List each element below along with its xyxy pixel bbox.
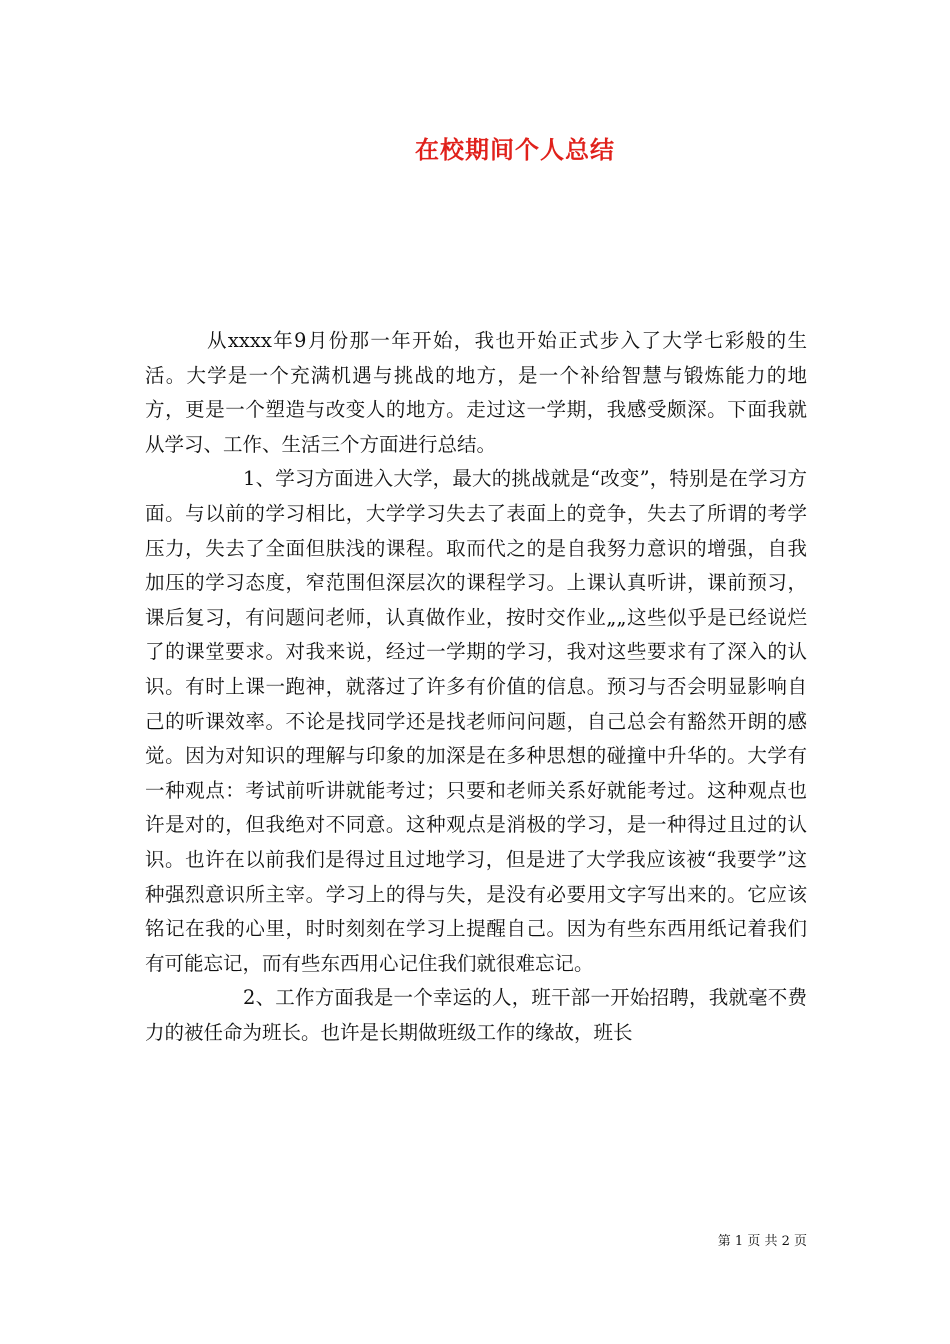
paragraph-work: 2、工作方面我是一个幸运的人，班干部一开始招聘，我就毫不费力的被任命为班长。也许是长期做班级工作的缘故，班长 [145,986,807,1044]
page-number-footer: 第 1 页 共 2 页 [717,1234,807,1249]
document-body [145,324,807,1050]
paragraph-intro: 从xxxx年9月份那一年开始，我也开始正式步入了大学七彩般的生活。大学是一个充满机遇与挑战的地方，是一个补给智慧与锻炼能力的地方，更是一个塑造与改变人的地方。走过这一学期，我感受颇深。下面我就从学习、工作、生活三个方面进行总结。 [145,329,807,456]
paragraph-study: 1、学习方面进入大学，最大的挑战就是“改变”，特别是在学习方面。与以前的学习相比，大学学习失去了表面上的竞争，失去了所谓的考学压力，失去了全面但肤浅的课程。取而代之的是自我努力意识的增强，自我加压的学习态度，窄范围但深层次的课程学习。上课认真听讲，课前预习，课后复习，有问题问老师，认真做作业，按时交作业„„这些似乎是已经说烂了的课堂要求。对我来说，经过一学期的学习，我对这些要求有了深入的认识。有时上课一跑神，就落过了许多有价值的信息。预习与否会明显影响自己的听课效率。不论是找同学还是找老师问问题，自己总会有豁然开朗的感觉。因为对知识的理解与印象的加深是在多种思想的碰撞中升华的。大学有一种观点：考试前听讲就能考过；只要和老师关系好就能考过。这种观点也许是对的，但我绝对不同意。这种观点是消极的学习，是一种得过且过的认识。也许在以前我们是得过且过地学习，但是进了大学我应该被“我要学”这种强烈意识所主宰。学习上的得与失，是没有必要用文字写出来的。它应该铭记在我的心里，时时刻刻在学习上提醒自己。因为有些东西用纸记着我们有可能忘记，而有些东西用心记住我们就很难忘记。 [145,467,807,975]
document-title: 在校期间个人总结 [415,135,615,164]
